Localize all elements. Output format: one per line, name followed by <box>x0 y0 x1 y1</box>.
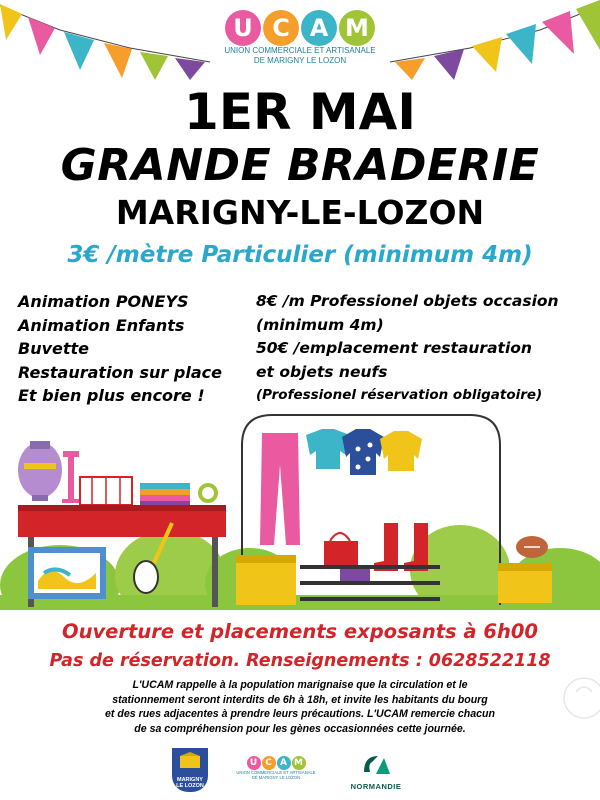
credit-agricole-logo <box>346 752 406 791</box>
traffic-notice <box>40 678 560 736</box>
notice-line: de sa compréhension pour les gènes occasionnées cette journée. <box>134 722 466 735</box>
shirt-blue-icon <box>306 429 350 469</box>
handbag-icon <box>324 533 358 567</box>
birdcage-icon <box>80 477 132 505</box>
logo-letter-u: U <box>225 10 261 46</box>
right-box-icon <box>498 563 552 603</box>
logo-subtitle-line2: DE MARIGNY LE LOZON <box>253 56 347 65</box>
contact-info: Pas de réservation. Renseignements : 0628522118 <box>49 651 551 671</box>
braderie-illustration <box>0 405 600 610</box>
notice-line: et des rues adjacentes à prendre leurs précautions. L'UCAM remercie chacun <box>105 708 495 720</box>
event-date: 1ER MAI <box>184 83 416 141</box>
pro-prices-list <box>256 290 592 408</box>
shirt-yellow-icon <box>380 431 422 471</box>
logo-letter-a: A <box>301 10 337 46</box>
watermark-icon <box>560 668 600 728</box>
bunting-left <box>0 0 210 80</box>
painting-icon <box>28 547 106 599</box>
ucam-logo <box>195 10 405 66</box>
town-crest-logo <box>172 748 208 792</box>
list-item: Animation PONEYS <box>18 292 189 311</box>
crest-emblem-icon <box>172 752 208 778</box>
logo-letter-m: M <box>339 10 375 46</box>
notice-line: stationnement seront interdits de 6h à 18h, et invite les habitants du bourg <box>112 693 488 706</box>
pro-price-note: (Professionel réservation obligatoire) <box>256 387 543 403</box>
list-item: Et bien plus encore ! <box>18 386 205 405</box>
pro-price-line: (minimum 4m) <box>256 315 384 334</box>
crest-text-line2: LE LOZON <box>176 783 204 789</box>
animations-list <box>18 290 250 408</box>
pants-icon <box>260 433 300 545</box>
bank-region: NORMANDIE <box>350 782 402 791</box>
small-logo-letter-u: U <box>247 756 261 770</box>
credit-agricole-icon <box>358 752 394 778</box>
shoes-icon <box>340 569 370 581</box>
event-title: GRANDE BRADERIE <box>60 140 540 191</box>
list-item: Buvette <box>18 339 90 358</box>
notice-line: L'UCAM rappelle à la population marignaise que la circulation et le <box>132 679 468 691</box>
ucam-small-logo <box>235 756 317 780</box>
football-icon <box>516 536 548 558</box>
pro-price-line: 50€ /emplacement restauration <box>256 339 532 357</box>
pro-price-line: et objets neufs <box>256 362 388 381</box>
small-logo-subtitle-line2: DE MARIGNY LE LOZON <box>251 775 301 780</box>
price-particulier: 3€ /mètre Particulier (minimum 4m) <box>67 242 533 268</box>
box-icon <box>236 555 296 605</box>
small-logo-letter-c: C <box>262 756 276 770</box>
logo-subtitle-line1: UNION COMMERCIALE ET ARTISANALE <box>224 46 376 55</box>
list-item: Restauration sur place <box>18 362 222 382</box>
vase-icon <box>18 441 62 501</box>
pro-price-line: 8€ /m Professionel objets occasion <box>256 292 559 310</box>
logo-letter-c: C <box>263 10 299 46</box>
clock-icon <box>198 483 218 503</box>
crest-text-line1: MARIGNY <box>177 777 203 783</box>
small-logo-subtitle-line1: UNION COMMERCIALE ET ARTISANALE <box>236 770 316 775</box>
boots-icon <box>374 523 428 571</box>
opening-info: Ouverture et placements exposants à 6h00 <box>62 620 538 643</box>
candlestick-icon <box>62 451 80 503</box>
books-icon <box>140 483 190 506</box>
small-logo-letter-m: M <box>292 756 306 770</box>
list-item: Animation Enfants <box>18 315 185 335</box>
shirt-dotted-icon <box>342 429 384 475</box>
event-town: MARIGNY-LE-LOZON <box>115 193 485 232</box>
small-logo-letter-a: A <box>277 756 291 770</box>
